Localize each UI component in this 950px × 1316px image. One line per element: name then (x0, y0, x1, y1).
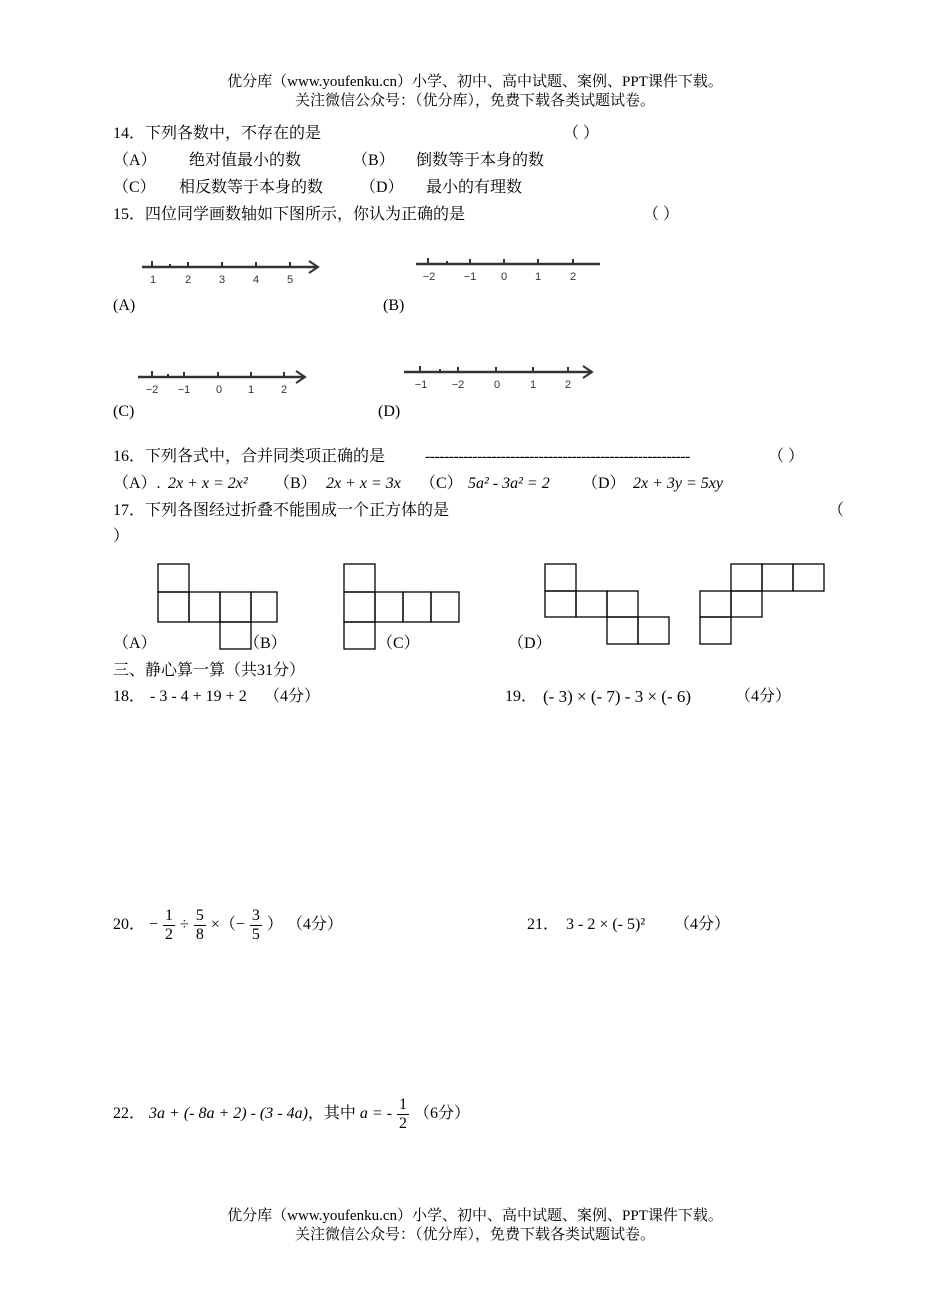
number-line-b-axis (416, 258, 600, 283)
q20-fraction-1: $\frac{1}{2}$ (165, 906, 174, 943)
axis-c-tick-label: 1 (247, 384, 255, 396)
q16-option-b: 2x + x = 3x (326, 475, 401, 492)
axis-a-tick-label: 2 (184, 274, 192, 286)
q17-label-a: （A） (113, 635, 157, 652)
q17-paren-close: ） (113, 528, 130, 545)
q17-label-b: （B） (244, 635, 287, 652)
q17-label-d: （D） (508, 635, 552, 652)
q15-stem: 15．四位同学画数轴如下图所示，你认为正确的是 (113, 206, 466, 223)
q14-option-d: 最小的有理数 (426, 179, 523, 196)
axis-c-tick-label: 0 (215, 384, 223, 396)
q20-times: ×（− (210, 916, 245, 933)
q19-expression: (- 3) × (- 7) - 3 × (- 6) (543, 687, 692, 706)
q14-option-a: 绝对值最小的数 (189, 152, 302, 169)
q15-label-c: (C) (113, 403, 135, 420)
q14-option-c: 相反数等于本身的数 (179, 179, 324, 196)
axis-b-tick-label: −2 (422, 271, 436, 283)
q20-number: 20． (113, 916, 146, 933)
q21-expression: 3 - 2 × (- 5)² (566, 916, 646, 933)
number-line-c-axis (138, 371, 305, 396)
q19-number: 19． (505, 688, 538, 705)
q22-expression: 3a + (- 8a + 2) - (3 - 4a) (149, 1105, 308, 1122)
q16-option-b-label: （B） (274, 475, 317, 492)
axis-c-tick-label: −1 (177, 384, 191, 396)
axis-d-tick-label: 2 (564, 379, 572, 391)
q22-condition: ，其中 (307, 1105, 356, 1122)
axis-b-tick-label: −1 (463, 271, 477, 283)
cube-net-d1 (545, 564, 669, 644)
q14-option-c-label: （C） (113, 179, 156, 196)
q21-points: （4分） (674, 916, 731, 933)
q16-option-d-label: （D） (582, 475, 626, 492)
q22-expression-line (113, 1092, 470, 1136)
axis-c-tick-label: 2 (280, 384, 288, 396)
axis-d-tick-label: 0 (493, 379, 501, 391)
q20-fraction-3: $\frac{3}{5}$ (251, 906, 260, 943)
q16-option-c: 5a² - 3a² = 2 (468, 475, 550, 492)
q15-label-d: (D) (378, 403, 401, 420)
q22-number: 22． (113, 1105, 146, 1122)
axis-a-tick-label: 3 (218, 274, 226, 286)
q20-expression (113, 903, 343, 947)
footer-line-2: 关注微信公众号：（优分库），免费下载各类试题试卷。 (294, 1227, 655, 1243)
q15-label-b: (B) (383, 297, 405, 314)
q18-expression: - 3 - 4 + 19 + 2 (150, 688, 247, 705)
axis-a-tick-label: 1 (149, 274, 157, 286)
header-line-1: 优分库（www.youfenku.cn）小学、初中、高中试题、案例、PPT课件下载。 (227, 74, 723, 90)
cube-net-d2 (700, 564, 824, 644)
q22-fraction: $\frac{1}{2}$ (399, 1095, 408, 1132)
q17-stem: 17．下列各图经过折叠不能围成一个正方体的是 (113, 502, 450, 519)
q22-variable: a = - (359, 1105, 393, 1122)
q14-option-d-label: （D） (360, 179, 404, 196)
q15-label-a: (A) (113, 297, 136, 314)
footer-line-1: 优分库（www.youfenku.cn）小学、初中、高中试题、案例、PPT课件下载。 (227, 1208, 723, 1224)
axis-b-tick-label: 2 (569, 271, 577, 283)
axis-d-tick-label: 1 (529, 379, 537, 391)
q20-fraction-2: $\frac{5}{8}$ (195, 906, 204, 943)
axis-b-tick-label: 0 (500, 271, 508, 283)
section-3-title: 三、静心算一算（共31分） (113, 662, 306, 679)
q16-option-c-label: （C） (420, 475, 463, 492)
q19-points: （4分） (735, 688, 792, 705)
q14-option-b: 倒数等于本身的数 (416, 152, 545, 169)
q14-option-a-label: （A） (113, 152, 157, 169)
q15-answer-paren: （ ） (643, 206, 680, 223)
q20-points: （4分） (286, 916, 343, 933)
axis-c-tick-label: −2 (145, 384, 159, 396)
number-line-a-axis (142, 261, 318, 286)
q16-option-a-label: （A）. (113, 475, 161, 492)
axis-d-tick-label: −2 (451, 379, 465, 391)
number-line-d-axis (404, 366, 592, 391)
q16-option-a: 2x + x = 2x² (168, 475, 248, 492)
q16-answer-paren: （ ） (768, 448, 805, 465)
q20-divide: ÷ (180, 916, 189, 933)
q14-stem: 14．下列各数中，不存在的是 (113, 125, 322, 142)
q17-label-c: （C） (377, 635, 420, 652)
q20-close-paren: ） (266, 916, 283, 933)
q20-minus: − (149, 916, 159, 933)
axis-a-tick-label: 5 (286, 274, 294, 286)
q18-number: 18． (113, 688, 146, 705)
axis-d-tick-label: −1 (414, 379, 428, 391)
q14-option-b-label: （B） (352, 152, 395, 169)
q16-option-d: 2x + 3y = 5xy (633, 475, 723, 492)
q17-paren-open: （ (828, 502, 845, 519)
header-line-2: 关注微信公众号：（优分库），免费下载各类试题试卷。 (294, 93, 655, 109)
axis-b-tick-label: 1 (534, 271, 542, 283)
q22-points: （6分） (414, 1105, 471, 1122)
q16-stem: 16．下列各式中，合并同类项正确的是 (113, 448, 386, 465)
q16-dashes: -------------------------------------------------------- (425, 448, 690, 465)
q21-number: 21． (527, 916, 560, 933)
q14-answer-paren: （ ） (563, 125, 600, 142)
q18-points: （4分） (264, 688, 321, 705)
axis-a-tick-label: 4 (252, 274, 260, 286)
